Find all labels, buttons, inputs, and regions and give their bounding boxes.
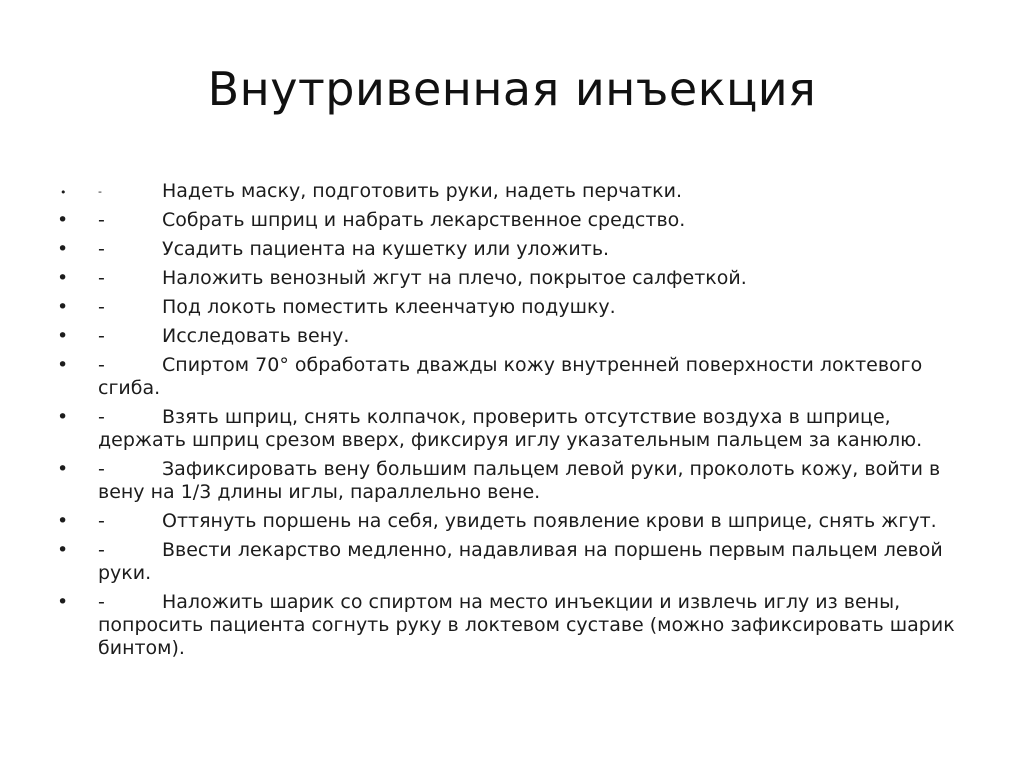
step-text: Надеть маску, подготовить руки, надеть перчатки.	[162, 180, 682, 202]
bullet-icon: •	[57, 539, 69, 561]
list-item	[0, 238, 1024, 261]
list-item	[0, 510, 1024, 533]
step-text: Под локоть поместить клеенчатую подушку.	[162, 296, 616, 318]
bullet-icon: •	[57, 510, 69, 532]
dash-marker: -	[98, 406, 105, 428]
bullet-icon: •	[57, 354, 69, 376]
step-text: Спиртом 70° обработать дважды кожу внутренней поверхности локтевого сгиба.	[98, 354, 923, 399]
list-item	[0, 406, 1024, 452]
step-text: Оттянуть поршень на себя, увидеть появление крови в шприце, снять жгут.	[162, 510, 937, 532]
step-text: Ввести лекарство медленно, надавливая на поршень первым пальцем левой руки.	[98, 539, 943, 584]
bullet-icon: •	[57, 325, 69, 347]
dash-marker: -	[98, 458, 105, 480]
dash-marker: -	[98, 510, 105, 532]
dash-marker: -	[98, 539, 105, 561]
dash-marker: -	[98, 296, 105, 318]
list-item	[0, 325, 1024, 348]
step-text: Исследовать вену.	[162, 325, 350, 347]
dash-marker: -	[98, 354, 105, 376]
list-item	[0, 354, 1024, 400]
dash-marker: -	[98, 591, 105, 613]
dash-marker: -	[98, 185, 102, 198]
step-text: Наложить шарик со спиртом на место инъекции и извлечь иглу из вены, попросить пациента согнуть руку в локтевом суставе (можно зафиксировать шарик бинтом).	[98, 591, 955, 659]
list-item	[0, 209, 1024, 232]
slide-title: Внутривенная инъекция	[207, 62, 817, 116]
step-text: Усадить пациента на кушетку или уложить.	[162, 238, 610, 260]
bullet-icon: •	[57, 296, 69, 318]
step-text: Зафиксировать вену большим пальцем левой руки, проколоть кожу, войти в вену на 1/3 длины иглы, параллельно вене.	[98, 458, 941, 503]
list-item	[0, 296, 1024, 319]
dash-marker: -	[98, 238, 105, 260]
list-item	[0, 591, 1024, 660]
dash-marker: -	[98, 209, 105, 231]
list-item	[0, 539, 1024, 585]
procedure-steps-list	[0, 180, 1024, 666]
bullet-icon: •	[57, 406, 69, 428]
step-text: Взять шприц, снять колпачок, проверить отсутствие воздуха в шприце, держать шприц срезом вверх, фиксируя иглу указательным пальцем за канюлю.	[98, 406, 923, 451]
bullet-icon: •	[57, 209, 69, 231]
bullet-icon: •	[57, 591, 69, 613]
bullet-icon: •	[57, 267, 69, 289]
step-text: Собрать шприц и набрать лекарственное средство.	[162, 209, 686, 231]
bullet-icon: •	[60, 186, 67, 199]
bullet-icon: •	[57, 458, 69, 480]
list-item	[0, 180, 1024, 203]
bullet-icon: •	[57, 238, 69, 260]
dash-marker: -	[98, 267, 105, 289]
dash-marker: -	[98, 325, 105, 347]
list-item	[0, 267, 1024, 290]
list-item	[0, 458, 1024, 504]
step-text: Наложить венозный жгут на плечо, покрытое салфеткой.	[162, 267, 747, 289]
